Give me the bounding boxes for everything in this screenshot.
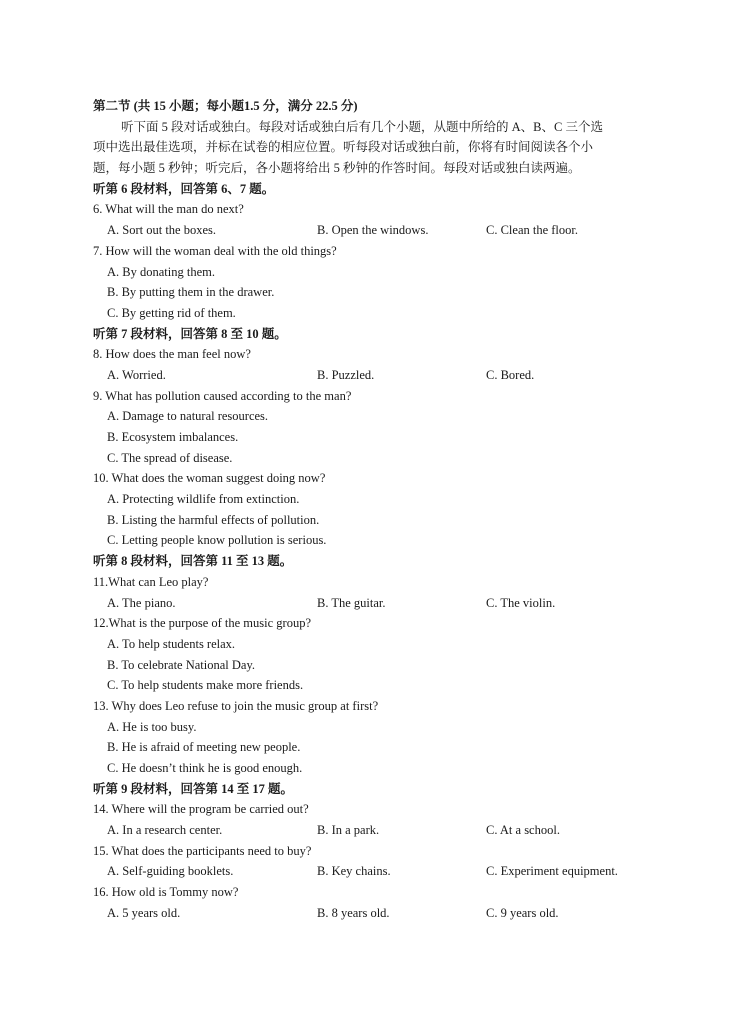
option-c: C. At a school.: [486, 823, 560, 838]
instruction-line: 题，每小题 5 秒钟；听完后，各小题将给出 5 秒钟的作答时间。每段对话或独白读两遍。: [93, 161, 581, 176]
option-a: A. Damage to natural resources.: [107, 409, 269, 424]
option-c: C. The violin.: [486, 595, 556, 610]
option-row: [93, 365, 653, 386]
option-row: [93, 903, 653, 924]
option-c: C. By getting rid of them.: [107, 305, 236, 320]
option-b: B. Listing the harmful effects of pollution.: [107, 512, 320, 527]
option-a: A. Sort out the boxes.: [107, 223, 217, 238]
option-row: [93, 820, 653, 841]
option-c: C. Clean the floor.: [486, 223, 578, 238]
option-a: A. Worried.: [107, 367, 166, 382]
question-stem: 16. How old is Tommy now?: [93, 885, 239, 900]
option-c: C. To help students make more friends.: [107, 678, 304, 693]
option-a: A. 5 years old.: [107, 905, 181, 920]
question-stem: 9. What has pollution caused according to the man?: [93, 388, 352, 403]
option-b: B. He is afraid of meeting new people.: [107, 740, 301, 755]
question-stem: 6. What will the man do next?: [93, 202, 244, 217]
group-heading: 听第 6 段材料，回答第 6、7 题。: [93, 181, 275, 196]
group-heading: 听第 8 段材料，回答第 11 至 13 题。: [93, 554, 293, 569]
question-stem: 15. What does the participants need to buy?: [93, 843, 312, 858]
option-c: C. Letting people know pollution is serious.: [107, 533, 327, 548]
option-c: C. The spread of disease.: [107, 450, 233, 465]
option-row: [93, 593, 653, 614]
option-a: A. Self-guiding booklets.: [107, 864, 234, 879]
option-b: B. Puzzled.: [317, 367, 375, 382]
option-a: A. Protecting wildlife from extinction.: [107, 492, 300, 507]
question-stem: 8. How does the man feel now?: [93, 347, 251, 362]
option-b: B. Key chains.: [317, 864, 391, 879]
question-stem: 11.What can Leo play?: [93, 574, 209, 589]
option-row: [93, 220, 653, 241]
option-a: A. The piano.: [107, 595, 176, 610]
group-heading: 听第 9 段材料，回答第 14 至 17 题。: [93, 781, 294, 796]
option-c: C. He doesn’t think he is good enough.: [107, 761, 303, 775]
option-a: A. In a research center.: [107, 823, 223, 838]
question-stem: 7. How will the woman deal with the old things?: [93, 243, 337, 258]
option-a: A. By donating them.: [107, 264, 215, 279]
option-b: B. The guitar.: [317, 595, 386, 610]
option-a: A. He is too busy.: [107, 719, 197, 734]
question-stem: 10. What does the woman suggest doing now?: [93, 471, 326, 486]
option-c: C. 9 years old.: [486, 905, 559, 920]
instruction-line: 项中选出最佳选项，并标在试卷的相应位置。听每段对话或独白前，你将有时间阅读各个小: [93, 140, 594, 155]
question-stem: 13. Why does Leo refuse to join the music group at first?: [93, 698, 379, 713]
exam-content: [93, 96, 653, 924]
option-b: B. 8 years old.: [317, 905, 390, 920]
option-b: B. By putting them in the drawer.: [107, 285, 275, 300]
option-b: B. To celebrate National Day.: [107, 657, 256, 672]
option-c: C. Experiment equipment.: [486, 864, 618, 879]
option-b: B. In a park.: [317, 823, 380, 838]
section-title: 第二节 (共 15 小题；每小题1.5 分，满分 22.5 分): [93, 99, 358, 113]
instruction-line: 听下面 5 段对话或独白。每段对话或独白后有几个小题，从题中所给的 A、B、C 三个选: [121, 119, 603, 134]
option-b: B. Open the windows.: [317, 223, 429, 238]
option-b: B. Ecosystem imbalances.: [107, 430, 239, 444]
option-a: A. To help students relax.: [107, 636, 236, 651]
question-stem: 12.What is the purpose of the music group?: [93, 616, 312, 631]
option-c: C. Bored.: [486, 367, 535, 382]
question-stem: 14. Where will the program be carried out?: [93, 802, 309, 817]
option-row: [93, 861, 653, 882]
group-heading: 听第 7 段材料，回答第 8 至 10 题。: [93, 326, 287, 341]
